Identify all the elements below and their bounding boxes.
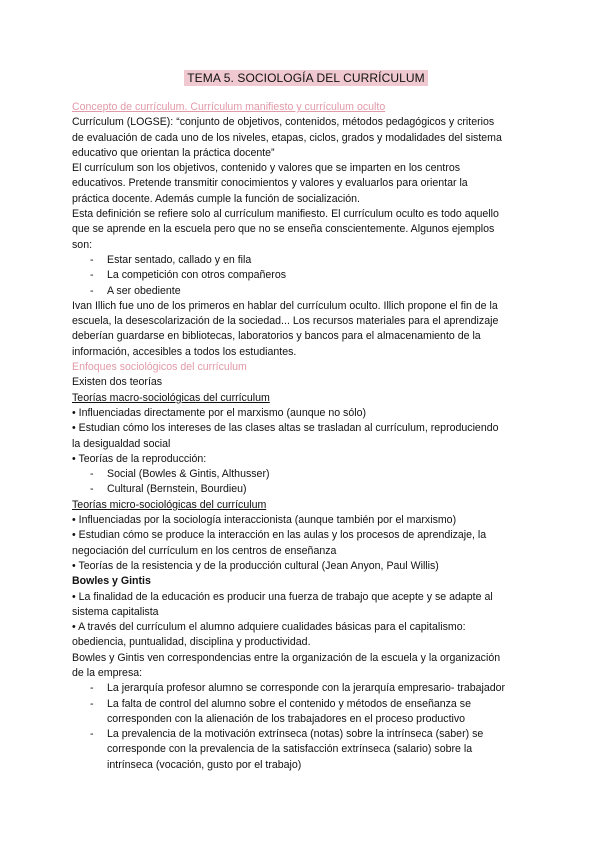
paragraph-line: Currículum (LOGSE): “conjunto de objetivos, contenidos, métodos pedagógicos y criterios <box>72 116 495 129</box>
list-item-continuation: corresponden con la alienación de los trabajadores en el proceso productivo <box>107 712 466 725</box>
paragraph-line: Bowles y Gintis ven correspondencias entre la organización de la escuela y la organización <box>72 651 501 664</box>
section-heading-enfoques: Enfoques sociológicos del currículum <box>72 361 247 374</box>
paragraph-line: El currículum son los objetivos, contenido y valores que se imparten en los centros <box>72 162 461 175</box>
list-item-text: Estar sentado, callado y en fila <box>107 253 252 266</box>
dash-marker: - <box>90 697 94 710</box>
list-item-continuation: corresponde con la prevalencia de la satisfacción extrínseca (salario) sobre la <box>107 743 473 756</box>
list-item <box>72 727 540 742</box>
list-item-text: La competición con otros compañeros <box>107 269 287 282</box>
section-heading-concepto: Concepto de currículum. Currículum manifiesto y currículum oculto <box>72 101 386 113</box>
subheading-micro: Teorías micro-sociológicas del currículum <box>72 498 267 511</box>
dash-marker: - <box>90 468 94 481</box>
dash-marker: - <box>90 728 94 741</box>
bullet-item: • Estudian cómo se produce la interacción en las aulas y los procesos de aprendizaje, la <box>72 529 487 542</box>
paragraph-line: práctica docente. Además cumple la función de socialización. <box>72 192 360 205</box>
bullet-item-continuation: obediencia, puntualidad, disciplina y productividad. <box>72 636 311 649</box>
paragraph-line: escuela, la desescolarización de la sociedad... Los recursos materiales para el aprendizaje <box>72 315 499 328</box>
list-item <box>72 284 540 299</box>
bullet-item: • A través del currículum el alumno adquiere cualidades básicas para el capitalismo: <box>72 621 466 634</box>
bullet-item: • Influenciadas por la sociología interaccionista (aunque también por el marxismo) <box>72 514 457 527</box>
bullet-item: • Estudian cómo los intereses de las clases altas se trasladan al currículum, reproduciendo <box>72 422 499 435</box>
title-wrap <box>72 70 540 86</box>
paragraph-line: educativo que orientan la práctica docente” <box>72 146 275 159</box>
dash-marker: - <box>90 269 94 282</box>
paragraph-line: información, accesibles a todos los estudiantes. <box>72 345 297 358</box>
bullet-item: • Influenciadas directamente por el marxismo (aunque no sólo) <box>72 406 367 419</box>
list-item-text: La jerarquía profesor alumno se corresponde con la jerarquía empresario- trabajador <box>107 682 506 695</box>
list-item-text: Cultural (Bernstein, Bourdieu) <box>107 483 247 496</box>
paragraph-line: Existen dos teorías <box>72 376 163 389</box>
list-item <box>72 697 540 712</box>
dash-marker: - <box>90 284 94 297</box>
paragraph-line: deberían guardarse en bibliotecas, laboratorios y bancos para el almacenamiento de la <box>72 330 481 343</box>
dash-marker: - <box>90 483 94 496</box>
bullet-item: • Teorías de la resistencia y de la producción cultural (Jean Anyon, Paul Willis) <box>72 559 439 572</box>
paragraph-line: que se aprende en la escuela pero que no se enseña conscientemente. Algunos ejemplos <box>72 223 495 236</box>
bullet-item-continuation: negociación del currículum en los centros de enseñanza <box>72 544 337 557</box>
dash-marker: - <box>90 682 94 695</box>
list-item <box>72 681 540 696</box>
paragraph-line: de evaluación de cada uno de los niveles, etapas, ciclos, grados y modalidades del sistema <box>72 131 502 144</box>
paragraph-line: de la empresa: <box>72 666 143 679</box>
paragraph-line: son: <box>72 238 93 251</box>
bullet-item-continuation: sistema capitalista <box>72 605 159 618</box>
paragraph-line: educativos. Pretende transmitir conocimientos y valores y evaluarlos para orientar la <box>72 177 468 190</box>
subheading-macro: Teorías macro-sociológicas del currículum <box>72 391 270 404</box>
section-heading-bowles-gintis: Bowles y Gintis <box>72 575 151 588</box>
list-item-text: Social (Bowles & Gintis, Althusser) <box>107 468 270 481</box>
paragraph-line: Ivan Illich fue uno de los primeros en hablar del currículum oculto. Illich propone el fin de la <box>72 299 498 312</box>
paragraph-line: Esta definición se refiere solo al currículum manifiesto. El currículum oculto es todo aquello <box>72 208 499 221</box>
list-item <box>72 482 540 497</box>
list-item <box>72 253 540 268</box>
list-item-text: A ser obediente <box>107 284 181 297</box>
bullet-item: • La finalidad de la educación es producir una fuerza de trabajo que acepte y se adapte al <box>72 590 493 603</box>
bullet-item-continuation: la desigualdad social <box>72 437 171 450</box>
document-title: TEMA 5. SOCIOLOGÍA DEL CURRÍCULUM <box>184 70 428 86</box>
list-item-continuation: intrínseca (vocación, gusto por el trabajo) <box>107 758 302 771</box>
list-item <box>72 268 540 283</box>
list-item-text: La falta de control del alumno sobre el contenido y métodos de enseñanza se <box>107 697 471 710</box>
bullet-item: • Teorías de la reproducción: <box>72 452 207 465</box>
dash-marker: - <box>90 253 94 266</box>
list-item <box>72 467 540 482</box>
list-item-text: La prevalencia de la motivación extrínseca (notas) sobre la intrínseca (saber) se <box>107 728 484 741</box>
